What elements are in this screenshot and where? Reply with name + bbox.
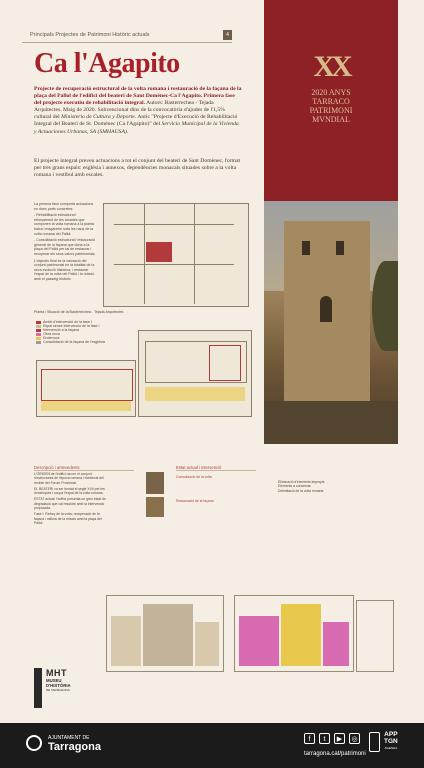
anniversary-line-2: TARRACO — [312, 97, 350, 106]
footer-url[interactable]: tarragona.cat/patrimoni — [304, 751, 366, 757]
paragraph: L'ORIGEN de l'edifici rau en el conjunt d'estructures de l'època romana i medieval del recinte del Fòrum Provincial. — [34, 472, 104, 485]
section-header — [22, 30, 232, 43]
intro-bold: Projecte de recuperació estructural de la volta romana i restauració de la façana de la plaça del Pallol de l'edifici del beateri de Sant Domènec-Ca l'Agapito. Primera fase del projecte executiu de rehabilitació integral. — [34, 86, 242, 107]
right-legend — [278, 480, 358, 493]
page-number: 4 — [223, 30, 232, 40]
paragraph: Fase I: Reforç de la volta, recuperació de la façana i millora de la relació amb la plaça del Pallol. — [34, 512, 102, 525]
left-paragraphs — [34, 472, 106, 525]
paragraph: EL BEATERI va ser fundat el segle XVII per les dominiques i ocupa l'espai de la volta romana. — [34, 486, 105, 496]
right-legend-item: Eliminació d'elements impropis — [278, 480, 325, 484]
plan-notes — [34, 202, 96, 282]
plan-note: - Consolidació estructural i restauració general de la façana que dóna a la plaça del Pallol per tal de restaurar i recuperar els seus valors patrimonials. — [34, 238, 96, 256]
city-logo-icon — [26, 735, 42, 751]
app-line: TGN — [384, 738, 398, 745]
right-legend-item: Delimitació de la volta romana — [278, 488, 324, 493]
mid-items — [176, 475, 256, 504]
photo-ground — [264, 401, 398, 444]
facade-drawing-3 — [356, 600, 394, 672]
intro-plain: Autors: Basterrechea - Tejada Arquitectes. Maig de 2020. Subvencionat dins de la convocatòria d'ajudes de l'1,5% cultural del — [34, 100, 225, 121]
legend-label: Consolidació de la façana de l'església — [43, 340, 105, 344]
section-label: Principals Projectes de Patrimoni Històric actuals — [30, 32, 150, 38]
anniversary-line-3: PATRIMONI — [309, 106, 353, 115]
intro-paragraph: El projecte integral preveu actuacions a tot el conjunt del beateri de Sant Domènec, format per tres grans espais: església i annexos, dependències monacals situades sobre a la volta romana i vestíbul amb escales. — [34, 158, 241, 179]
photo-window — [302, 241, 310, 255]
facebook-icon[interactable]: f — [304, 733, 315, 744]
city-name: Tarragona — [48, 741, 101, 753]
anniversary-text — [264, 88, 398, 124]
museum-logo-text — [46, 678, 71, 693]
facade-drawing-1 — [106, 595, 224, 672]
app-line: AGENDA — [384, 746, 398, 750]
detail-photo — [146, 472, 164, 494]
left-section-title: Descripció i antecedents — [34, 465, 134, 471]
legend-swatch — [36, 341, 41, 344]
legend-label: Enderrocs — [43, 336, 60, 340]
instagram-icon[interactable]: ◎ — [349, 733, 360, 744]
legend-label: Intervenció a la façana — [43, 328, 80, 332]
legend-label: Espai sense intervenció de la fase I — [43, 324, 100, 328]
museum-logo-bar — [34, 668, 42, 708]
building-photo — [264, 201, 398, 444]
intro-text — [34, 86, 242, 136]
museum-line: D'HISTÒRIA — [46, 683, 71, 688]
museum-logo — [34, 668, 84, 710]
plan-legend — [36, 320, 105, 344]
anniversary-panel — [264, 0, 398, 201]
plan-caption: Planta i Situació de la Basterrechea - Tejada Arquitectes — [34, 310, 124, 314]
floor-plan-1 — [36, 360, 136, 417]
detail-photo — [146, 497, 164, 517]
photo-window — [336, 241, 344, 255]
museum-line: DE TARRAGONA — [46, 688, 70, 692]
anniversary-line-4: MVNDIAL — [312, 115, 350, 124]
page-title: Ca l'Agapito — [34, 48, 180, 79]
legend-label: Àmbit d'intervenció de la fase I — [43, 320, 92, 324]
right-legend-item: Elements a conservar — [278, 484, 311, 489]
intro-italic: Ministerio de Cultura y Deporte. — [61, 114, 137, 121]
plan-note: L'objectiu final és la valoració del conjunt patrimonial en la totalitat de la seva evolució històrica, i restaurar l'espai de la volta del Pallol i la relació amb el passeig històric. — [34, 258, 95, 281]
legend-label: Obra nova — [43, 332, 60, 336]
museum-logo-mark: MHT — [46, 668, 67, 678]
anniversary-numeral: XX — [313, 50, 349, 83]
site-plan — [103, 203, 249, 307]
plan-note: La primera fase comporta actuacions en dues parts concretes: — [34, 202, 94, 211]
youtube-icon[interactable]: ▶ — [334, 733, 345, 744]
intro-plain-2: Antic "Projecte d'Execució de Rehabilitació Integral del Beateri de St. Domènec (Ca l'Agapito)" del — [34, 114, 238, 128]
museum-line: MUSEU — [46, 678, 62, 683]
mid-item-title: Restauració de la façana — [176, 499, 214, 504]
facade-drawing-2 — [234, 595, 354, 672]
city-prefix: AJUNTAMENT DE — [48, 735, 90, 741]
app-line: APP — [384, 731, 398, 738]
paragraph: ESTAT actual: l'edifici presenta un greu estat de degradació que cal resoldre amb la intervenció proposada. — [34, 497, 106, 511]
phone-icon — [369, 732, 380, 752]
mid-section-title: Estat actual i intervenció — [176, 465, 256, 471]
photo-tree — [372, 261, 398, 351]
plan-note: - Rehabilitació estructural i reforçament de les arcades que componen la volta romana a la planta baixa i magatzem sota les naus de la volta romana del Pallol. — [34, 213, 94, 236]
intro-italic-2: Servicio Municipal de la Vivienda y Actuaciones Urbanas, SA (SMHAUSA). — [34, 121, 239, 135]
app-badge[interactable] — [384, 731, 398, 752]
footer — [0, 723, 424, 768]
mid-item-title: Consolidació de la volta — [176, 475, 212, 479]
twitter-icon[interactable]: t — [319, 733, 330, 744]
floor-plan-2 — [138, 330, 252, 417]
photo-window — [320, 296, 332, 322]
anniversary-line-1: 2020 ANYS — [311, 88, 351, 97]
